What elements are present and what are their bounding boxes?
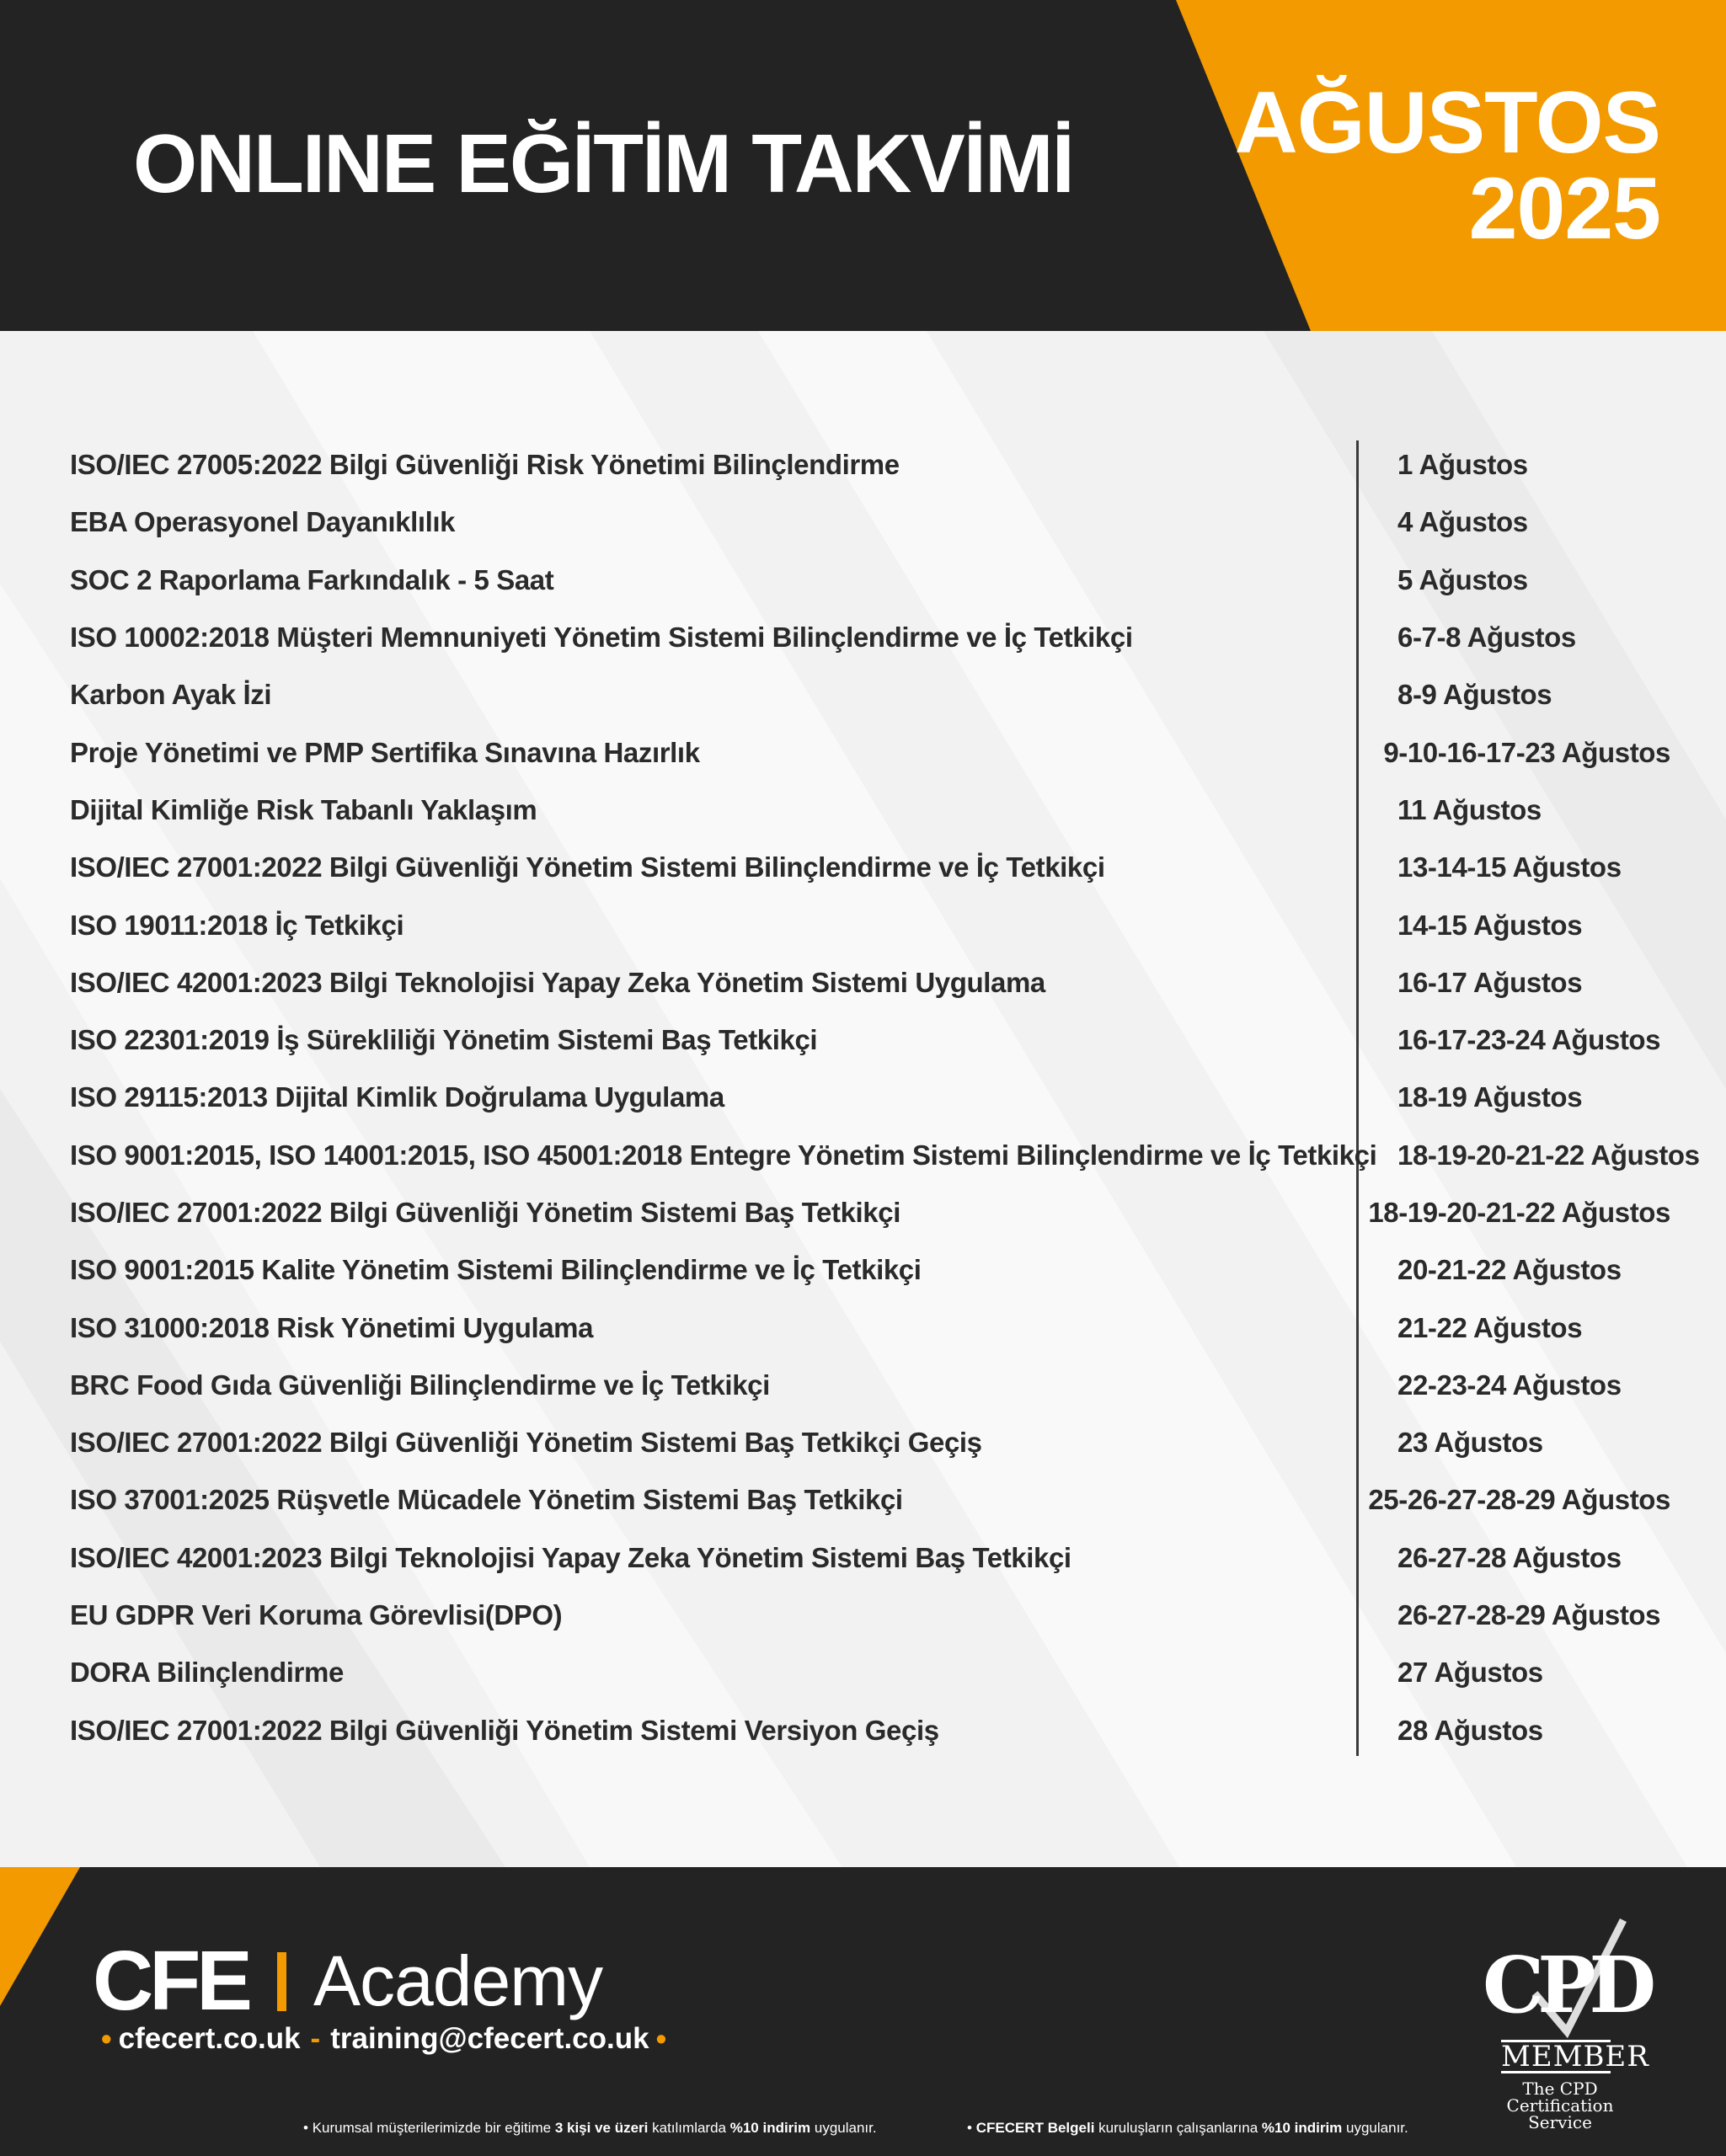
cpd-member-text: MEMBER <box>1501 2040 1649 2073</box>
course-date: 18-19 Ağustos <box>1397 1081 1583 1113</box>
bullet-dot: • <box>655 2021 667 2056</box>
course-date: 6-7-8 Ağustos <box>1397 622 1576 654</box>
cpd-service-line2: Service <box>1528 2112 1592 2132</box>
schedule-row <box>70 1702 1670 1759</box>
course-date: 18-19-20-21-22 Ağustos <box>1397 1139 1700 1171</box>
course-name: ISO 29115:2013 Dijital Kimlik Doğrulama Uygulama <box>70 1081 724 1113</box>
course-name: ISO 37001:2025 Rüşvetle Mücadele Yönetim Sistemi Baş Tetkikçi <box>70 1484 903 1516</box>
note-text: uygulanır. <box>810 2120 877 2136</box>
schedule-period <box>1234 74 1660 258</box>
schedule-row <box>70 552 1670 609</box>
course-date: 26-27-28-29 Ağustos <box>1397 1599 1661 1631</box>
course-name: Dijital Kimliğe Risk Tabanlı Yaklaşım <box>70 793 537 825</box>
course-name: Karbon Ayak İzi <box>70 679 272 711</box>
course-name: ISO/IEC 42001:2023 Bilgi Teknolojisi Yapay Zeka Yönetim Sistemi Baş Tetkikçi <box>70 1541 1071 1573</box>
brand-divider <box>277 1952 286 2011</box>
schedule-row <box>70 666 1670 723</box>
schedule-row <box>70 1011 1670 1069</box>
bullet-dot: • <box>101 2021 112 2056</box>
footer-notes <box>0 2120 1726 2145</box>
course-date: 18-19-20-21-22 Ağustos <box>1368 1197 1670 1228</box>
period-year: 2025 <box>1468 160 1660 258</box>
schedule-row <box>70 723 1670 781</box>
note-bullet: • <box>967 2120 972 2136</box>
schedule-row <box>70 1357 1670 1414</box>
course-date: 26-27-28 Ağustos <box>1397 1541 1622 1573</box>
course-name: ISO 19011:2018 İç Tetkikçi <box>70 909 404 941</box>
note-text: katılımlarda <box>648 2120 730 2136</box>
header-banner <box>0 0 1726 331</box>
note-text: kuruluşların çalışanlarına <box>1094 2120 1262 2136</box>
course-date: 8-9 Ağustos <box>1397 679 1552 711</box>
note-bold: 3 kişi ve üzeri <box>554 2120 649 2136</box>
note-text: uygulanır. <box>1342 2120 1408 2136</box>
course-name: ISO 9001:2015, ISO 14001:2015, ISO 45001:2018 Entegre Yönetim Sistemi Bilinçlendirme ve İç Tetkikçi <box>70 1139 1377 1171</box>
discount-note-certified <box>967 2120 1408 2137</box>
course-name: ISO/IEC 27005:2022 Bilgi Güvenliği Risk Yönetimi Bilinçlendirme <box>70 449 900 481</box>
brand-cfe: CFE <box>93 1934 248 2028</box>
course-name: ISO 31000:2018 Risk Yönetimi Uygulama <box>70 1311 594 1343</box>
course-date: 11 Ağustos <box>1397 793 1542 825</box>
schedule-row <box>70 1184 1670 1241</box>
footer <box>0 1867 1726 2156</box>
course-name: ISO 10002:2018 Müşteri Memnuniyeti Yönetim Sistemi Bilinçlendirme ve İç Tetkikçi <box>70 622 1133 654</box>
course-date: 20-21-22 Ağustos <box>1397 1254 1622 1286</box>
schedule-row <box>70 1587 1670 1644</box>
course-date: 25-26-27-28-29 Ağustos <box>1368 1484 1670 1516</box>
schedule-row <box>70 494 1670 551</box>
period-month: AĞUSTOS <box>1234 74 1660 172</box>
schedule-row <box>70 1644 1670 1701</box>
course-date: 28 Ağustos <box>1397 1714 1543 1746</box>
schedule-row <box>70 1241 1670 1299</box>
schedule-row <box>70 954 1670 1011</box>
schedule-row <box>70 1299 1670 1356</box>
schedule-row <box>70 782 1670 839</box>
course-date: 16-17-23-24 Ağustos <box>1397 1024 1661 1056</box>
note-bullet: • <box>303 2120 308 2136</box>
course-name: DORA Bilinçlendirme <box>70 1657 344 1689</box>
schedule-row <box>70 1471 1670 1529</box>
brand-logo <box>93 1933 602 2030</box>
course-date: 23 Ağustos <box>1397 1427 1543 1459</box>
note-bold: %10 indirim <box>1261 2120 1343 2136</box>
contact-line <box>94 2021 673 2057</box>
course-name: ISO 9001:2015 Kalite Yönetim Sistemi Bilinçlendirme ve İç Tetkikçi <box>70 1254 922 1286</box>
brand-academy: Academy <box>313 1941 603 2020</box>
note-text: Kurumsal müşterilerimizde bir eğitime <box>312 2120 555 2136</box>
course-name: Proje Yönetimi ve PMP Sertifika Sınavına Hazırlık <box>70 736 700 768</box>
course-name: ISO/IEC 27001:2022 Bilgi Güvenliği Yönetim Sistemi Baş Tetkikçi Geçiş <box>70 1427 982 1459</box>
course-date: 14-15 Ağustos <box>1397 909 1583 941</box>
note-bold: CFECERT Belgeli <box>975 2120 1095 2136</box>
course-date: 16-17 Ağustos <box>1397 966 1583 998</box>
cpd-member-badge <box>1476 1913 1650 2132</box>
schedule-row <box>70 436 1670 494</box>
course-name: EU GDPR Veri Koruma Görevlisi(DPO) <box>70 1599 563 1631</box>
course-date: 13-14-15 Ağustos <box>1397 851 1622 883</box>
course-name: EBA Operasyonel Dayanıklılık <box>70 506 456 538</box>
cpd-service-line1: The CPD Certification <box>1506 2079 1614 2116</box>
course-date: 9-10-16-17-23 Ağustos <box>1383 736 1670 768</box>
discount-note-corporate <box>303 2120 877 2137</box>
course-date: 21-22 Ağustos <box>1397 1311 1583 1343</box>
schedule-row <box>70 1069 1670 1126</box>
email-link[interactable]: training@cfecert.co.uk <box>330 2022 649 2055</box>
course-name: ISO/IEC 27001:2022 Bilgi Güvenliği Yönetim Sistemi Versiyon Geçiş <box>70 1714 939 1746</box>
course-date: 27 Ağustos <box>1397 1657 1543 1689</box>
course-name: BRC Food Gıda Güvenliği Bilinçlendirme ve İç Tetkikçi <box>70 1369 770 1401</box>
schedule-row <box>70 1127 1700 1184</box>
course-name: SOC 2 Raporlama Farkındalık - 5 Saat <box>70 563 554 595</box>
course-date: 1 Ağustos <box>1397 449 1528 481</box>
course-name: ISO/IEC 42001:2023 Bilgi Teknolojisi Yapay Zeka Yönetim Sistemi Uygulama <box>70 966 1045 998</box>
cpd-logo-text: CPD <box>1483 1940 1650 2031</box>
course-date: 4 Ağustos <box>1397 506 1528 538</box>
course-date: 5 Ağustos <box>1397 563 1528 595</box>
schedule-row <box>70 1529 1670 1587</box>
contact-separator: - <box>310 2022 321 2055</box>
website-link[interactable]: cfecert.co.uk <box>118 2022 301 2055</box>
schedule-row <box>70 1414 1670 1471</box>
course-date: 22-23-24 Ağustos <box>1397 1369 1622 1401</box>
note-bold: %10 indirim <box>729 2120 811 2136</box>
course-name: ISO/IEC 27001:2022 Bilgi Güvenliği Yönetim Sistemi Bilinçlendirme ve İç Tetkikçi <box>70 851 1105 883</box>
schedule-row <box>70 839 1670 896</box>
schedule-table <box>70 436 1700 1759</box>
course-name: ISO 22301:2019 İş Sürekliliği Yönetim Sistemi Baş Tetkikçi <box>70 1024 818 1056</box>
footer-orange-accent <box>0 1867 101 2156</box>
schedule-row <box>70 609 1670 666</box>
schedule-row <box>70 896 1670 953</box>
page-title: ONLINE EĞİTİM TAKVİMİ <box>133 117 1073 210</box>
course-name: ISO/IEC 27001:2022 Bilgi Güvenliği Yönetim Sistemi Baş Tetkikçi <box>70 1197 900 1228</box>
